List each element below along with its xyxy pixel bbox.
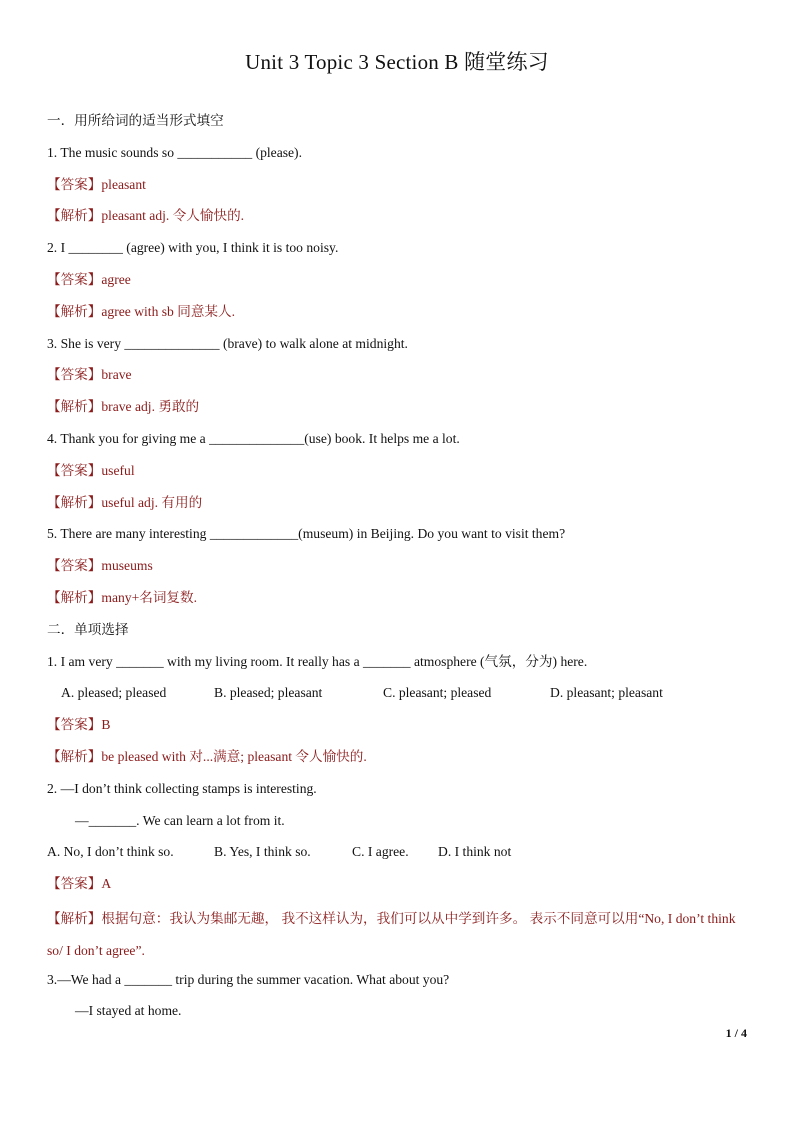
option-a: A. pleased; pleased bbox=[61, 685, 167, 701]
options-2-1 bbox=[47, 680, 752, 712]
question-1-3: 3. She is very ______________ (brave) to walk alone at midnight. bbox=[47, 335, 408, 351]
answer-1-1: 【答案】pleasant bbox=[47, 176, 146, 192]
analysis-1-2: 【解析】agree with sb 同意某人. bbox=[47, 303, 236, 319]
answer-1-4: 【答案】useful bbox=[47, 462, 135, 478]
question-1-4: 4. Thank you for giving me a ______________(use) book. It helps me a lot. bbox=[47, 430, 460, 446]
option-b: B. Yes, I think so. bbox=[214, 844, 311, 860]
option-b: B. pleased; pleasant bbox=[214, 685, 323, 701]
section-heading-fill-in: 一．用所给词的适当形式填空 bbox=[47, 113, 224, 128]
analysis-2-2: 【解析】根据句意：我认为集邮无趣， 我不这样认为，我们可以从中学到许多。 表示不同意可以用“No, I don’t think so/ I don’t agree”. bbox=[47, 910, 736, 958]
answer-1-2: 【答案】agree bbox=[47, 271, 131, 287]
analysis-1-1: 【解析】pleasant adj. 令人愉快的. bbox=[47, 208, 245, 224]
option-c: C. pleasant; pleased bbox=[383, 685, 492, 701]
page-number: 1 / 4 bbox=[725, 1026, 747, 1040]
question-2-3-reply: —I stayed at home. bbox=[75, 1003, 182, 1019]
page-title: Unit 3 Topic 3 Section B 随堂练习 bbox=[245, 50, 549, 74]
answer-1-3: 【答案】brave bbox=[47, 367, 132, 383]
option-d: D. pleasant; pleasant bbox=[550, 685, 663, 701]
answer-2-2: 【答案】A bbox=[47, 876, 112, 892]
question-1-1: 1. The music sounds so ___________ (please). bbox=[47, 144, 302, 160]
question-2-2-reply: —_______. We can learn a lot from it. bbox=[75, 812, 285, 828]
analysis-2-1: 【解析】be pleased with 对...满意; pleasant 令人愉快的. bbox=[47, 748, 367, 764]
option-d: D. I think not bbox=[438, 844, 512, 860]
analysis-1-3: 【解析】brave adj. 勇敢的 bbox=[47, 399, 200, 415]
question-2-3: 3.—We had a _______ trip during the summer vacation. What about you? bbox=[47, 971, 450, 987]
question-2-2: 2. —I don’t think collecting stamps is interesting. bbox=[47, 780, 317, 796]
analysis-1-5: 【解析】many+名词复数. bbox=[47, 589, 198, 605]
question-1-2: 2. I ________ (agree) with you, I think it is too noisy. bbox=[47, 240, 339, 256]
option-a: A. No, I don’t think so. bbox=[47, 844, 174, 860]
document-body bbox=[47, 108, 752, 1030]
question-2-1: 1. I am very _______ with my living room. It really has a _______ atmosphere (气氛，分为) here. bbox=[47, 653, 588, 669]
analysis-1-4: 【解析】useful adj. 有用的 bbox=[47, 494, 203, 510]
question-1-5: 5. There are many interesting _____________(museum) in Beijing. Do you want to visit them? bbox=[47, 526, 566, 542]
options-2-2 bbox=[47, 839, 752, 871]
option-c: C. I agree. bbox=[352, 844, 409, 860]
answer-1-5: 【答案】museums bbox=[47, 558, 153, 574]
section-heading-multiple-choice: 二．单项选择 bbox=[47, 621, 129, 637]
answer-2-1: 【答案】B bbox=[47, 717, 111, 733]
